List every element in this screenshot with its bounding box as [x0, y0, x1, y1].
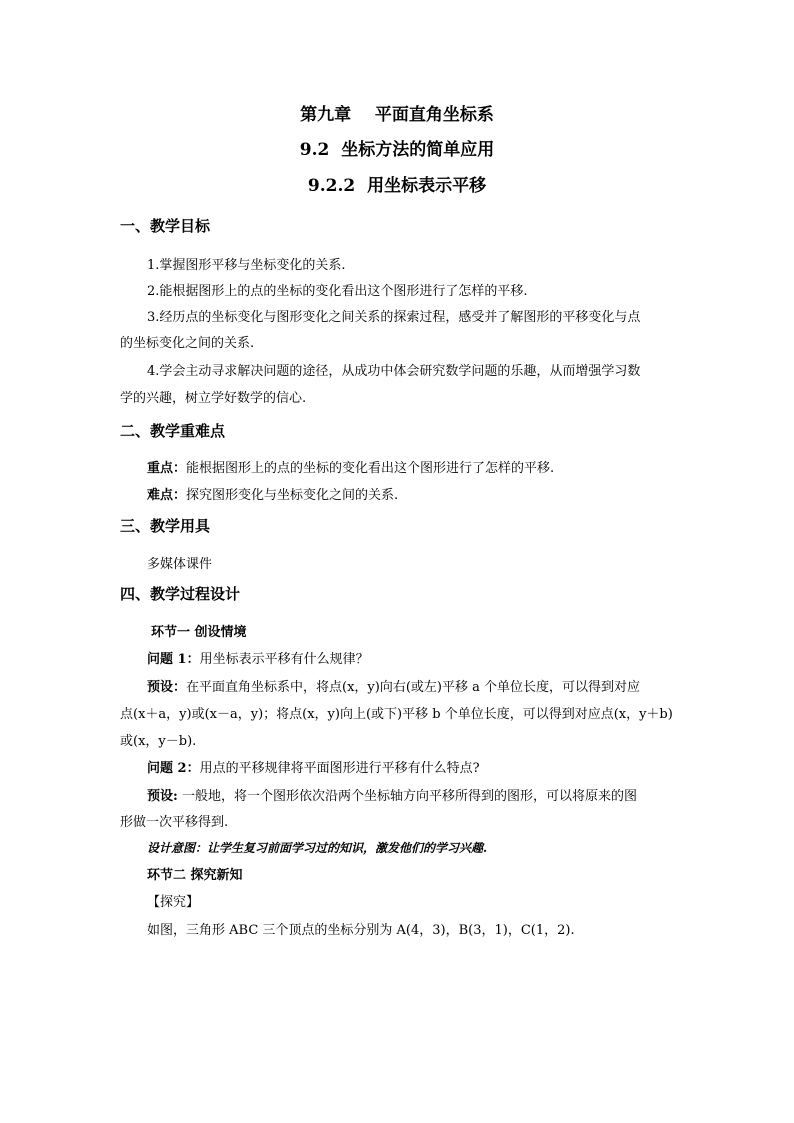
subsection-title: 9.2.2 用坐标表示平移 [307, 176, 487, 196]
question-2 [147, 757, 480, 776]
answer-1-line-2: 点(x＋a，y)或(x－a，y)；将点(x，y)向上(或下)平移 b 个单位长度，可以得到对应点(x，y＋b) [120, 707, 673, 722]
goal-3-line-2: 的坐标变化之间的关系. [120, 336, 255, 351]
keypoints-heading: 二、教学重难点 [120, 422, 226, 440]
goal-4-line-2: 学的兴趣，树立学好数学的信心. [120, 391, 307, 406]
goal-2: 2.能根据图形上的点的坐标的变化看出这个图形进行了怎样的平移. [147, 284, 528, 299]
question-2-label: 问题 2： [147, 761, 200, 776]
question-1 [147, 648, 369, 667]
goal-1: 1.掌握图形平移与坐标变化的关系. [147, 258, 346, 273]
goal-4-line-1: 4.学会主动寻求解决问题的途径，从成功中体会研究数学问题的乐趣，从而增强学习数 [147, 364, 641, 379]
answer-1-text-1: 在平面直角坐标系中，将点(x，y)向右(或左)平移 a 个单位长度，可以得到对应 [186, 680, 640, 695]
answer-2-line-2: 形做一次平移得到. [120, 815, 229, 830]
question-1-text: 用坐标表示平移有什么规律？ [199, 652, 369, 667]
focus-label: 重点： [147, 461, 187, 476]
step-2-label: 环节二 探究新知 [147, 868, 243, 883]
answer-1-line-1 [147, 676, 640, 695]
design-intent-text: 让学生复习前面学习过的知识，激发他们的学习兴趣. [207, 841, 488, 855]
answer-2-text-1: 一般地，将一个图形依次沿两个坐标轴方向平移所得到的图形，可以将原来的图 [177, 789, 637, 804]
focus-line [147, 457, 554, 476]
answer-2-label: 预设: [147, 789, 178, 804]
difficulty-text: 探究图形变化与坐标变化之间的关系. [186, 488, 399, 503]
answer-1-label: 预设： [147, 680, 187, 695]
difficulty-line [147, 484, 398, 503]
design-intent-label: 设计意图： [147, 841, 208, 855]
explore-text: 如图，三角形 ABC 三个顶点的坐标分别为 A(4，3)，B(3，1)，C(1，2). [147, 923, 575, 938]
focus-text: 能根据图形上的点的坐标的变化看出这个图形进行了怎样的平移. [186, 461, 555, 476]
tools-heading: 三、教学用具 [120, 517, 211, 535]
goal-3-line-1: 3.经历点的坐标变化与图形变化之间关系的探索过程，感受并了解图形的平移变化与点 [147, 310, 641, 325]
design-intent [147, 839, 487, 856]
answer-1-line-3: 或(x，y－b). [120, 734, 197, 749]
chapter-title: 第九章 平面直角坐标系 [300, 105, 494, 125]
section-title: 9.2 坐标方法的简单应用 [299, 140, 495, 160]
goals-heading: 一、教学目标 [120, 217, 211, 235]
step-1-label: 环节一 创设情境 [151, 625, 247, 640]
question-1-label: 问题 1： [147, 652, 200, 667]
question-2-text: 用点的平移规律将平面图形进行平移有什么特点? [199, 761, 480, 776]
difficulty-label: 难点： [147, 488, 187, 503]
process-heading: 四、教学过程设计 [120, 585, 241, 603]
tools-item: 多媒体课件 [147, 557, 213, 572]
explore-label: 【探究】 [147, 895, 200, 910]
answer-2-line-1 [147, 785, 637, 804]
